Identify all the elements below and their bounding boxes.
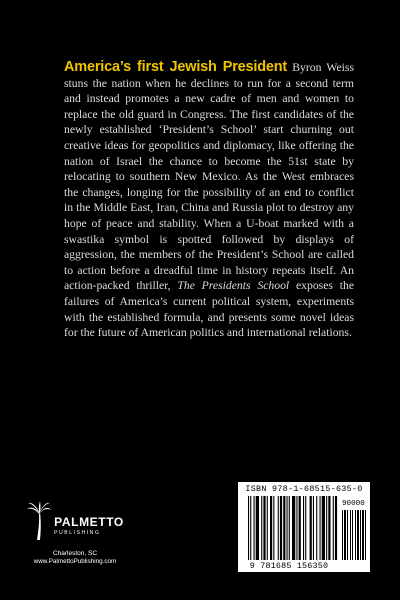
barcode-bar (283, 496, 285, 560)
addon-bar (352, 510, 353, 560)
barcode-bar (292, 496, 295, 560)
barcode-bars (238, 482, 370, 572)
isbn-number: ISBN 978-1-68515-635-0 (245, 484, 363, 494)
publisher-name: PALMETTO (54, 514, 124, 529)
addon-bar (362, 510, 364, 560)
addon-bar (360, 510, 361, 560)
barcode-bar (280, 496, 282, 560)
barcode-bar (287, 496, 288, 560)
publisher-wordmark (54, 515, 124, 536)
barcode-bar (299, 496, 301, 560)
addon-bar (365, 510, 366, 560)
barcode-bar (333, 496, 334, 560)
barcode-bar (326, 496, 327, 560)
barcode-bar (289, 496, 290, 560)
barcode-bar (256, 496, 259, 560)
barcode-bar (316, 496, 317, 560)
price-code: 90000 (342, 500, 365, 508)
barcode-bar (254, 496, 255, 560)
barcode-bar (328, 496, 330, 560)
barcode-bar (250, 496, 251, 560)
barcode-bar (320, 496, 321, 560)
addon-bar (344, 510, 346, 560)
publisher-subtitle: PUBLISHING (54, 529, 101, 536)
barcode-bar (267, 496, 268, 560)
book-title: The Presidents School (177, 279, 290, 293)
addon-bar (342, 510, 343, 560)
publisher-block (20, 500, 130, 565)
addon-bar (350, 510, 351, 560)
publisher-city: Charleston, SC (52, 550, 98, 557)
publisher-url: www.PalmettoPublishing.com (33, 558, 117, 565)
barcode-bar (248, 496, 249, 560)
addon-bar (355, 510, 356, 560)
barcode-bar (305, 496, 306, 560)
blurb-text-part-2: exposes the failures of America’s current political system, experiments with the established formula, and presents some novel ideas for the future of American politics and international relations. (64, 279, 355, 340)
barcode-bar (310, 496, 312, 560)
palm-tree-icon (26, 500, 52, 542)
blurb-text-part-1: Byron Weiss stuns the nation when he declines to run for a second term and instead promotes a new cadre of men and women to replace the old guard in Congress. The first candidates of the newly established ‘President’s School’ start churning out creative ideas for geopolitics and diplomacy, like offering the nation of Israel the chance to become the 51st state by relocating to southern New Mexico. As the West embraces the changes, longing for the possibility of an end to conflict in the Middle East, Iran, China and Russia plot to destroy any hope of peace and stability. When a U-boat marked with a swastika symbol is spotted followed by displays of aggression, the members of the President’s School are called to action before a dreadful time in history repeats itself. An action-packed thriller, (64, 61, 354, 293)
addon-bar (347, 510, 348, 560)
barcode-bar (261, 496, 262, 560)
barcode-bar (303, 496, 304, 560)
book-blurb (64, 60, 354, 341)
barcode-bar (278, 496, 279, 560)
barcode-bar (335, 496, 337, 560)
barcode-bar (313, 496, 314, 560)
publisher-logo (20, 500, 130, 542)
barcode-bar (273, 496, 274, 560)
barcode-bar (296, 496, 297, 560)
barcode-bar (270, 496, 272, 560)
isbn-barcode (238, 482, 370, 572)
barcode-bar (322, 496, 325, 560)
ean-digits: 9 781685 156350 (249, 561, 329, 571)
blurb-headline: America’s first Jewish President (64, 59, 288, 75)
addon-bar (357, 510, 359, 560)
barcode-bar (263, 496, 265, 560)
